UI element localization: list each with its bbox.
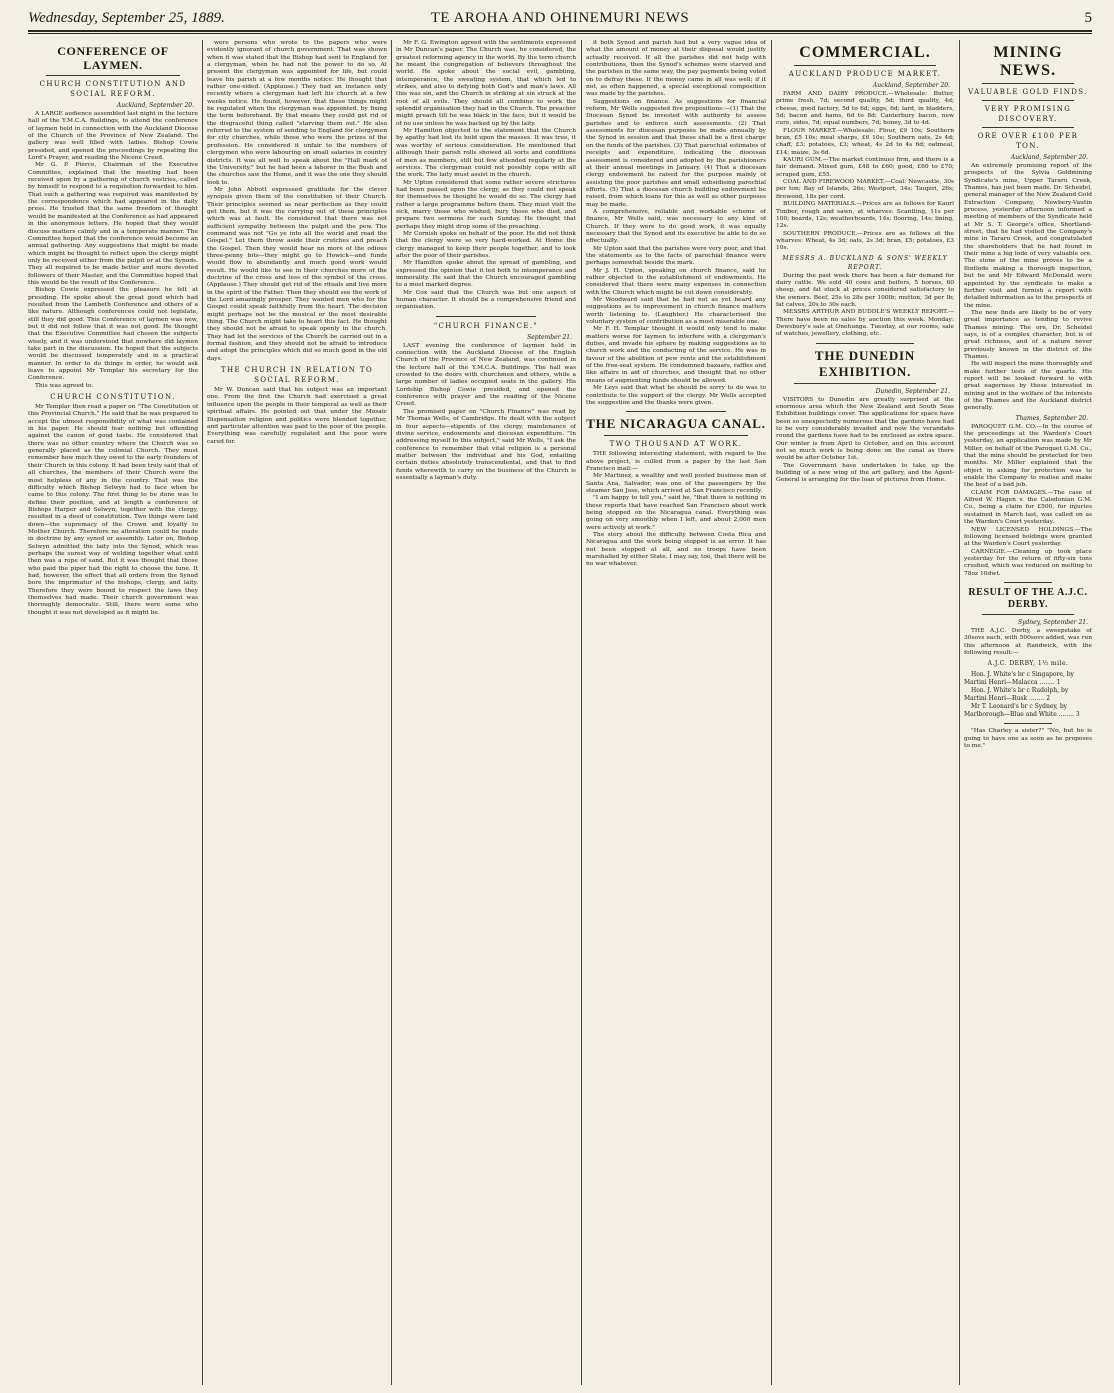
paragraph: Bishop Cowie expressed the pleasure he felt at presiding. He spoke about the great good which had resulted from the Lambeth Conference and others of a like nature. Although conferences could not legislate, still they did good. This Conference of laymen was new, but it did not follow that it was not good. He thought that the Executive Committee had chosen the subjects wisely, and it was understood that nowhere did laymen take part in the discussion. He hoped that the subjects would be discussed temperately and in a practical manner. In order to do things in order, he would ask leave to appoint Mr Templar his secretary for the Conference. bbox=[28, 287, 198, 382]
paragraph: Suggestions on finance. As suggestions for financial reform, Mr Wells suggested five propositions:—(1) That the Diocesan Synod be invested with authority to assess parishes and to enforce such assessments. (2) That assessments for diocesan purposes be made annually by the Synod in session and that these shall be a first charge on the funds of the parishes. (3) That parochial estimates of receipts and expenditure, indicating the diocesan assessment is considered and adopted by the parishioners at their annual meetings in January. (4) That a diocesan clergy endowment be raised for the purpose mainly of assisting the poor parishes and small subsidising parochial efforts. (5) That a diocesan church building endowment be raised, from which loans for this as well as other purposes may be made. bbox=[586, 98, 766, 208]
paragraph: He will inspect the mine thoroughly and make further tests of the quartz. His report will be looked forward to with great eagerness by those interested in mining and in the welfare of the interests of the Thames and the Auckland district generally. bbox=[964, 361, 1092, 412]
section-heading: "CHURCH FINANCE." bbox=[433, 321, 539, 330]
dateline: Auckland, September 20. bbox=[1010, 154, 1088, 161]
paragraph: Mr F. G. Ewington agreed with the sentiments expressed in Mr Duncan's paper. The Church was, he considered, the greatest reforming agency in the world. By the term church he meant the congregation of believers throughout the world. He spoke about the social evil, gambling, intemperance, the sweating system, that which led to strikes, and also to defying both God's and man's laws. All this was sin, and the Church in striking at sin struck at the root of all evils. They should all combine to work the splendid organisation they had in the Church. The preacher might preach till he was black in the face, but it would be of no use unless he was backed up by the laity. bbox=[396, 40, 576, 127]
paragraph: CARNEGIE.—Cleaning up took place yesterday for the return of fifty-six tons crushed, which was reduced on melting to 78oz 10dwt. bbox=[964, 548, 1092, 577]
paragraph: Mr Upton said that the parishes were very poor, and that the statements as to the facts of parochial finance were perhaps somewhat beside the mark. bbox=[586, 245, 766, 267]
section-heading: CHURCH CONSTITUTION. bbox=[50, 393, 176, 402]
paragraph: This was agreed to. bbox=[35, 382, 94, 389]
paragraph: The story about the difficulty between Costa Rica and Nicaragua and the work being stopped is an error. It has not been stopped at all, and no troops have been marshalled by either State. I may say, too, that there will be no war whatever. bbox=[586, 531, 766, 568]
paragraph: VISITORS to Dunedin are greatly surprised at the enormous area which the New Zealand and South Seas Exhibition buildings cover. The applications for space have been so unexpectedly numerous that the gardens have had to be very considerably invaded and now the verandahs round the gardens have had to be enclosed as extra space. Our winter is from April to October, and on this account not so much work is being done on the canal as there would be after October 1st. bbox=[776, 396, 954, 462]
heading-rule bbox=[982, 127, 1074, 128]
section-heading: THE CHURCH IN RELATION TO SOCIAL REFORM. bbox=[220, 366, 374, 385]
paragraph: The promised paper on "Church Finance" was read by Mr Thomas Wells, of Cambridge. He dealt with the subject in four aspects—stipends of the clergy, maintenance of divine service, endowments and diocesan expenditure. "In addressing myself to this subject," said Mr Wells, "I ask the conference to remember that vital religion is a personal matter between the individual and his God, entailing certain duties absolutely transcendental, and that to find funds wherewith to carry on the business of the Church is essentially a layman's duty. bbox=[396, 408, 576, 481]
paragraph: Mr Hamilton objected to the statement that the Church by apathy had lost its hold upon the masses. It was true, it was worthy of serious consideration. He mentioned that although their parish rolls showed all sorts and conditions of men as members, still but few attended regularly at the services. The clergyman could not possibly cope with all the work. The laity must assist in the church. bbox=[396, 128, 576, 179]
heading-rule bbox=[982, 83, 1074, 84]
paragraph: Mr Hamilton spoke about the spread of gambling, and expressed the opinion that it led both to intemperance and immorality. He said that the Church encouraged gambling to a most marked degree. bbox=[396, 260, 576, 289]
article-heading: THE DUNEDIN EXHIBITION. bbox=[814, 347, 916, 379]
section-rule bbox=[816, 343, 914, 344]
race-result: Mr T. Leonard's br c Sydney, by Marlborough—Blue and White ........ 3 bbox=[964, 703, 1080, 719]
article-heading: THE NICARAGUA CANAL. bbox=[586, 416, 766, 432]
article-subheading: CHURCH CONSTITUTION AND SOCIAL REFORM. bbox=[39, 80, 187, 98]
article-subheading: VALUABLE GOLD FINDS. bbox=[968, 88, 1088, 96]
paragraph: were persons who wrote to the papers who were evidently ignorant of church government. That was shown when it was stated that the Bishop had sent to England for a clergyman, when he had not the power to do so. At present the clergyman was appointed for life, but could leave his parish at a few months notice. He thought that rather one-sided. (Applause.) They had an instance only recently where a clergyman had left his church at a few weeks notice. He found, however, that these things might be regulated when the clergyman was appointed, by fixing the term beforehand. By that means they could get rid of the disgraceful thing called "starving them out." He also referred to the system of sending to England for clergymen for city churches, while those who were the prizes of the profession. He considered it unfair to the numbers of clergymen who were labouring on small salaries in country districts. It was all well to speak about the "Hall mark of the University," but he had been a laborer in the Bush and the churches saw the Home, and it was the one they should look to. bbox=[207, 40, 387, 186]
dateline: Auckland, September 20. bbox=[872, 82, 950, 89]
newspaper-title: TE AROHA AND OHINEMURI NEWS bbox=[430, 10, 690, 26]
paragraph: Mr G. P. Pierce, Chairman of the Executive Committee, explained that the meeting had been received upon by a gathering of church vestries, called by himself to respond to a requisition forwarded to him. That such a gathering was required was manifested by the correspondence which had appeared in the daily press. He trusted that the same freedom of thought would be manifested at the Conference as had appeared in the anonymous letters. He hoped that they would discuss matters calmly and in a temperate manner. The Committee hoped that the conference would become an annual gathering. Any suggestions that might be made which might be thought to reflect upon the clergy might only be received either from the pulpit or at the Synods. They all required to be made better and more devoted followers of their Master, and the Committee hoped that this would be the result of the Conference. bbox=[28, 162, 198, 286]
race-result: Hon. J. White's br c Singapore, by Martini Henri—Malacca ........ 1 bbox=[964, 671, 1074, 687]
paragraph: A LARGE audience assembled last night in the lecture hall of the Y.M.C.A. Buildings, to attend the conference of laymen held in connection with the Auckland Diocese of the Church of the Province of New Zealand. The gallery was well filled with ladies. Bishop Cowie presided, and opened the proceedings by repeating the Lord's Prayer, and reading the Nicene Creed. bbox=[28, 111, 198, 162]
paragraph: During the past week there has been a fair demand for dairy cattle. We sold 40 cows and heifers, 5 horses, 60 sheep, and fat stock at prices considered satisfactory to the owners. Beef, 25s to 28s per 100lb; mutton, 3d per lb; fat calves, 20s to 30s each. bbox=[776, 272, 954, 308]
column-2 bbox=[207, 40, 387, 1385]
paragraph: PAROQUET G.M. CO.—In the course of the proceedings at the Warden's Court yesterday, an application was made by Mr Miller, on behalf of the Paroquet G.M. Co., that the mine should be protected for two months. Mr Miller explained that the object in asking for protection was to enable the Company to realise and make the best of a bad job. bbox=[964, 423, 1092, 489]
article-subheading: ORE OVER £100 PER TON. bbox=[977, 132, 1079, 150]
paragraph: THE following interesting statement, with regard to the above project, is culled from a paper by the last San Francisco mail:— bbox=[586, 451, 766, 472]
paragraph: CLAIM FOR DAMAGES.—The case of Alfred W. Hagen v. the Caledonian G.M. Co., being a claim for £500, for injuries sustained in March last, was called on as the Warden's Court yesterday. bbox=[964, 489, 1092, 526]
paragraph: Mr Upton considered that some rather severe strictures had been passed upon the clergy, as they could not speak for themselves he thought he would do so. The clergy had rather a large programme before them. They must visit the sick, marry those who wished, bury those who died, and prepare two sermons for each Sunday. He thought that perhaps they might drop some of the preaching. bbox=[396, 179, 576, 230]
heading-rule bbox=[794, 383, 936, 384]
heading-rule bbox=[794, 65, 936, 66]
paragraph: Mr Cox said that the Church was but one aspect of human character. It should be a comprehensive friend and organisation. bbox=[396, 289, 576, 311]
masthead-rule bbox=[28, 33, 1092, 34]
race-result: Hon. J. White's br c Rudolph, by Martini Henri—Rusk ........ 2 bbox=[964, 687, 1069, 703]
section-rule bbox=[626, 411, 726, 412]
heading-rule bbox=[46, 75, 180, 76]
article-heading: COMMERCIAL. bbox=[799, 44, 931, 61]
paragraph: A comprehensive, reliable and workable scheme of finance, Mr Wells said, was necessary to any kind of Church. If they were to do good work, it was equally necessary that the Synod and its executive be able to do so effectually. bbox=[586, 208, 766, 245]
masthead bbox=[28, 8, 1092, 32]
paragraph: Mr Cornish spoke on behalf of the poor. He did not think that the clergy were so very hard-worked. At Home the clergy managed to keep their people together, and to look after the poor of their parishes. bbox=[396, 230, 576, 259]
article-subheading: VERY PROMISING DISCOVERY. bbox=[984, 105, 1072, 123]
paragraph: NEW LICENSED HOLDINGS.—The following licensed holdings were granted at the Warden's Court yesterday. bbox=[964, 526, 1092, 548]
article-subheading: AUCKLAND PRODUCE MARKET. bbox=[788, 70, 942, 78]
article-heading: RESULT OF THE A.J.C. DERBY. bbox=[968, 586, 1088, 610]
dateline: Dunedin, September 21. bbox=[875, 387, 950, 395]
column-6 bbox=[964, 40, 1092, 1385]
column-divider bbox=[202, 40, 203, 1385]
paragraph: "Has Charley a sister?" "No, but he is going to have one as soon as he proposes to me." bbox=[964, 728, 1092, 749]
dateline: Auckland, September 20. bbox=[116, 102, 194, 109]
dateline: September 21. bbox=[527, 333, 572, 341]
heading-rule bbox=[604, 435, 748, 436]
article-heading: MINING NEWS. bbox=[993, 44, 1063, 79]
page-number: 5 bbox=[1084, 10, 1092, 26]
column-3 bbox=[396, 40, 576, 1385]
paragraph: KAURI GUM.—The market continues firm, and there is a fair demand. Mixed gum, £48 to £60; good, £60 to £70; scraped gum, £55. bbox=[776, 157, 954, 178]
column-1 bbox=[28, 40, 198, 1385]
paragraph: Mr J. H. Upton, speaking on church finance, said he rather objected to the establishment of endowments. He considered that there were many expenses in connection with the Church which might be cut down considerably. bbox=[586, 267, 766, 296]
section-heading: MESSRS A. BUCKLAND & SONS' WEEKLY REPORT. bbox=[782, 254, 948, 271]
paragraph: Mr Martinez, a wealthy and well posted business man of Santa Ana, Salvador, was one of the passengers by the steamer San Jose, which arrived at San Francisco recently. bbox=[586, 473, 766, 494]
article-heading: CONFERENCE OF LAYMEN. bbox=[57, 44, 169, 72]
paragraph: LAST evening the conference of laymen held in connection with the Auckland Diocese of the English Church of the Province of New Zealand, was continued in the lecture hall of the Y.M.C.A. Buildings. The hall was crowded to the doors with churchmen and others, while a large number of ladies occupied seats in the gallery. His Lordship Bishop Cowie presided, and opened the conference with prayer and the reading of the Nicene Creed. bbox=[396, 342, 576, 408]
column-divider bbox=[959, 40, 960, 1385]
paragraph: FARM AND DAIRY PRODUCE.—Wholesale: Butter, prime fresh, 7d; second quality, 5d; third quality, 4d; cheese, good factory, 5d to 6d; eggs, 6d; lard, in bladders, 5d; bacon and hams, 6d to 8d; Canterbury bacon, new cure, sides, 7d; equal numbers, 7d; honey, 3d to 4d. bbox=[776, 91, 954, 127]
issue-date: Wednesday, September 25, 1889. bbox=[28, 10, 225, 26]
paragraph: Mr Woodward said that he had not as yet heard any suggestions as to improvement in church finance matters worth listening to. (Laughter.) He characterised the voluntary system of contribution as a most miserable one. bbox=[586, 297, 766, 326]
section-rule bbox=[1004, 582, 1052, 583]
paragraph: Mr John Abbott expressed gratitude for the clever synopsis given them of the constitution of their Church. Their principles seemed as near perfection as they could get them, but it was the carrying out of these principles which was at fault. He considered that there was not sufficient sympathy between the pulpit and the pew. The command was not "Go ye into all the world and read the Gospel." Let them throw aside their crutches and preach the Gospel. Then they would hear no more of the odious three-penny bits—they might go to Howick—and funds would flow in abundantly and much good work would result. He would like to see in their churches more of the doctrine of the cross and less of the symbol of the cross. (Applause.) They should get rid of the rituals and live more in the spirit of the Father. Then they should see the work of the Lord amazingly prosper. They wanted men who for the Gospel could speak faithfully from the heart. The decision might perhaps not be the musical or the most desirable thing. The Church might take to heart this fact. He thought they should not be afraid to speak openly in the church. They had let the services of the Church be carried out in a formal fashion, and they should not be afraid to introduce and adopt the principles which did so much good in the old days. bbox=[207, 186, 387, 362]
paragraph: it both Synod and parish had but a very vague idea of what the amount of money at their disposal would justify actually received. If all the parishes did not help with contributions, then the Synod's schemes were starved and the parishes in the same way, the pay payments being voted on to defray these. If the money came in all was well; if it not, as often happened, a special exceptional composition was made by the parishes. bbox=[586, 40, 766, 98]
paragraph: "I am happy to tell you," said he, "that there is nothing in these reports that have reached San Francisco about work being stopped on the Nicaragua canal. Everything was going on very smoothly when I left, and about 2,000 men were actively at work." bbox=[586, 495, 766, 531]
column-divider bbox=[771, 40, 772, 1385]
column-divider bbox=[391, 40, 392, 1385]
column-5 bbox=[776, 40, 954, 1385]
paragraph: THE A.J.C. Derby, a sweepstake of 30sovs each, with 500sovs added, was run this afternoon at Randwick, with the following result:— bbox=[964, 627, 1092, 656]
paragraph: An extremely promising report of the prospects of the Sylvia Goldmining Syndicate's mine, Upper Tararu Creek, Thames, has just been made. Dr. Scheidel, general manager of the New Zealand Gold Extraction Company, Newbery-Vautin process, yesterday afternoon informed a meeting of members of the Syndicate held at Mr S. T. George's office, Shortland-street, that he had visited the Company's mine in Tararu Creek, and congratulated the shareholders that he had found in their mine a big lode of very valuable ore. The stone of the mine proves to be a flintlode making a thorough inspection, but he and Mr Edward McDonald were appointed by the syndicate to make a further visit and furnish a report with detailed information as to the prospects of the mine. bbox=[964, 163, 1092, 309]
paragraph: The new finds are likely to be of very great importance as tending to revive Thames mining. The ore, Dr. Scheidel says, is of a complex character, but is of great richness, and of a nature never previously known in the district of the Thames. bbox=[964, 309, 1092, 360]
column-4 bbox=[586, 40, 766, 1385]
paragraph: SOUTHERN PRODUCE.—Prices are as follows at the wharves: Wheat, 4s 3d; oats, 2s 3d; bran, £5; potatoes, £3 10s. bbox=[776, 230, 954, 252]
article-subheading: TWO THOUSAND AT WORK. bbox=[609, 440, 743, 449]
paragraph: The Government have undertaken to take up the building of a new wing of the art gallery, and the Agent-General is arranging for the loan of pictures from Home. bbox=[776, 462, 954, 484]
paragraph: Mr Templar then read a paper on "The Constitution of this Provincial Church." He said that he was prepared to accept the utmost responsibility of what was contained in his paper. He should fear nothing but offending against the canon of good taste. He considered that there was no other country where the Church was so generally placed as the colonial Church. They must remember how much they owed to the early founders of their Church in this colony. It had been truly said that of all churches, the members of their Church were the most helpless of any in the country. That was the difficulty which Bishop Selwyn had to face when he came to this colony. The first thing to be done was to define their position, and at length a conference of Bishops Harper and Selwyn, together with the clergy, resulted in a deed of constitution. Two things were laid down—the supremacy of the Crown and loyalty to Mother Church. Therefore no alteration could be made in doctrine by any synod or assembly. Later on, Bishop Selwyn admitted the laity into the Synod, which was perhaps the surest way of welding together what until then was a rope of sand. But it was thought that those who paid the piper had the right to choose the tune. It had, however, the effect that all orders from the Synod bore the imprimatur of the bishops, clergy, and laity. Therefore they were bound to respect the laws they themselves had made. Their church government was thoroughly democratic. Still, there were some who thought it was not developed as it might be. bbox=[28, 404, 198, 616]
section-rule bbox=[436, 316, 536, 317]
section-rule bbox=[1004, 723, 1052, 724]
paragraph: Mr F. H. Templar thought it would only tend to make matters worse for laymen to interfere with a clergyman's duties, and invade his sphere by making suggestions as to church work and the conducting of the service. He was in favour of the abolition of pew rents and the establishment of the free-seat system. He condemned bazaars, raffles and like affairs in aid of churches, and thought that no other means of augmenting funds should be allowed. bbox=[586, 326, 766, 384]
column-divider bbox=[581, 40, 582, 1385]
race-title: A.J.C. DERBY, 1½ mile. bbox=[987, 660, 1069, 668]
paragraph: Mr W. Duncan said that his subject was an important one. From the first the Church had exercised a great influence upon the people in their temporal as well as their spiritual affairs. He pointed out that under the Mosaic Dispensation religion and politics were blended together, and particular attention was paid to the poor of the people. Everything was carefully regulated and the poor were cared for. bbox=[207, 387, 387, 445]
paragraph: COAL AND FIREWOOD MARKET.—Coal: Newcastle, 30s per ton; Bay of Islands, 26s; Westport, 34s; Taupiri, 26s; firewood, 18s per cord. bbox=[776, 179, 954, 200]
heading-rule bbox=[982, 100, 1074, 101]
heading-rule bbox=[982, 614, 1074, 615]
paragraph: FLOUR MARKET.—Wholesale: Flour, £9 10s; Southern bran, £5 10s; meal sharps, £6 10s; Southern oats, 2s 4d; chaff, £3; potatoes, £3; wheat, 4s 2d to 4s 6d; oatmeal, £14; maize, 3s 6d. bbox=[776, 127, 954, 156]
paragraph: MESSRS ARTHUR AND BUDDLE'S WEEKLY REPORT.—There have been no sales by auction this week. Monday: Dewsbury's sale at Onehunga. Tuesday, at our rooms, sale of watches, jewellery, clothing, etc. bbox=[776, 309, 954, 338]
paragraph: BUILDING MATERIALS.—Prices are as follows for Kauri Timber, rough and sawn, at wharves: Scantling, 11s per 100; boards, 12s; weatherboards, 14s; flooring, 14s; lining, 12s. bbox=[776, 201, 954, 230]
dateline: Sydney, September 21. bbox=[1017, 618, 1088, 626]
paragraph: Mr Leys said that what he should be sorry to do was to contribute to the support of the clergy. Mr Wells accepted the suggestion and the thanks were given. bbox=[586, 385, 766, 406]
dateline: Thames, September 20. bbox=[1015, 414, 1088, 422]
